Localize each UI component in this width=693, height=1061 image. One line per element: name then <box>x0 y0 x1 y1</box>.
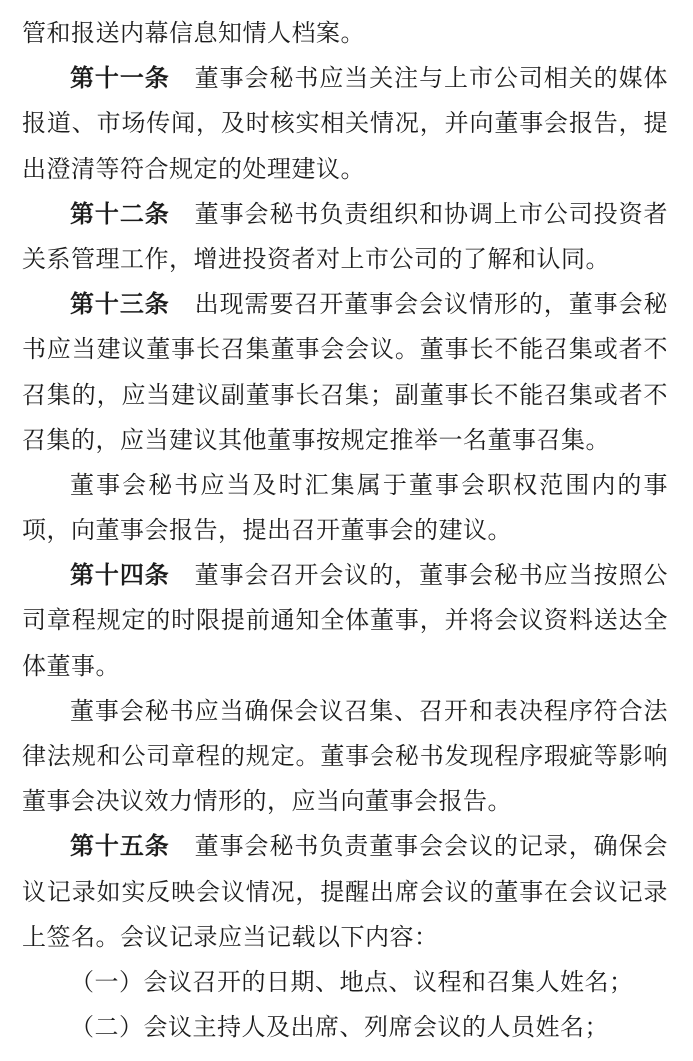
text-line: 项，向董事会报告，提出召开董事会的建议。 <box>22 518 512 545</box>
text-line <box>22 825 668 870</box>
text-line: 律法规和公司章程的规定。董事会秘书发现程序瑕疵等影响 <box>22 744 668 770</box>
document-body <box>22 12 668 1051</box>
text-line: 报道、市场传闻，及时核实相关情况，并向董事会报告，提 <box>22 111 668 138</box>
text-line <box>22 193 668 238</box>
text-line <box>22 57 668 102</box>
line-text: 董事会秘书负责组织和协调上市公司投资者 <box>169 201 669 228</box>
article-number: 第十二条 <box>70 201 170 228</box>
line-text: 董事会召开会议的，董事会秘书应当按照公 <box>169 563 669 590</box>
text-line: 管和报送内幕信息知情人档案。 <box>22 21 365 47</box>
text-line: 书应当建议董事长召集董事会会议。董事长不能召集或者不 <box>22 337 668 364</box>
article-number: 第十三条 <box>70 292 170 319</box>
line-text: 董事会秘书负责董事会会议的记录，确保会 <box>169 834 669 861</box>
article-number: 第十五条 <box>70 834 170 861</box>
text-line: （二）会议主持人及出席、列席会议的人员姓名； <box>70 1015 609 1042</box>
text-line: 召集的，应当建议副董事长召集；副董事长不能召集或者不 <box>22 382 668 409</box>
text-line: 出澄清等符合规定的处理建议。 <box>22 156 365 183</box>
article-number: 第十四条 <box>70 563 170 590</box>
line-text: 出现需要召开董事会会议情形的，董事会秘 <box>169 292 669 319</box>
article-number: 第十一条 <box>70 66 170 93</box>
text-line <box>22 283 668 328</box>
text-line: 关系管理工作，增进投资者对上市公司的了解和认同。 <box>22 246 610 273</box>
line-text: 董事会秘书应当关注与上市公司相关的媒体 <box>169 66 669 93</box>
text-line: 召集的，应当建议其他董事按规定推举一名董事召集。 <box>22 427 610 454</box>
text-line <box>22 554 668 599</box>
text-line: 司章程规定的时限提前通知全体董事，并将会议资料送达全 <box>22 608 668 635</box>
text-line: 董事会秘书应当确保会议召集、召开和表决程序符合法 <box>70 698 668 725</box>
text-line: 董事会决议效力情形的，应当向董事会报告。 <box>22 789 512 816</box>
text-line: （一）会议召开的日期、地点、议程和召集人姓名； <box>70 969 634 996</box>
text-line: 议记录如实反映会议情况，提醒出席会议的董事在会议记录 <box>22 879 668 906</box>
text-line: 上签名。会议记录应当记载以下内容： <box>22 924 439 951</box>
text-line: 体董事。 <box>22 653 120 680</box>
text-line: 董事会秘书应当及时汇集属于董事会职权范围内的事 <box>70 472 668 499</box>
